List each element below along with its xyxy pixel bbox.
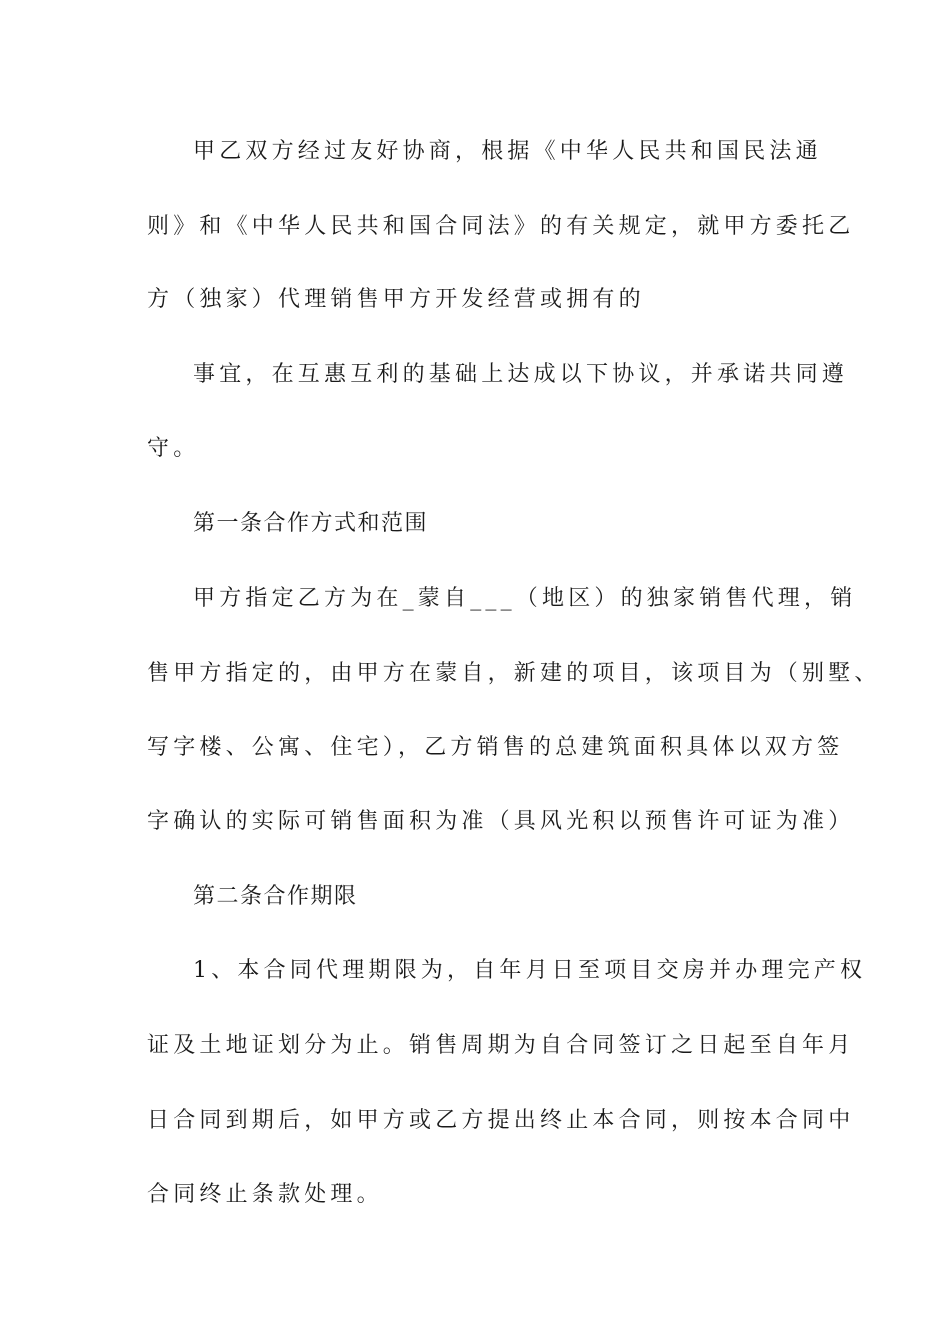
paragraph-agreement-line-1: 事宜，在互惠互利的基础上达成以下协议，并承诺共同遵 (193, 362, 849, 387)
paragraph-intro-line-1: 甲乙双方经过友好协商，根据《中华人民共和国民法通 (193, 139, 822, 164)
paragraph-agreement-line-2: 守。 (147, 436, 200, 461)
section-heading-cooperation: 第一条合作方式和范围 (193, 511, 429, 536)
section-heading-term: 第二条合作期限 (193, 884, 358, 909)
paragraph-scope-line-2: 售甲方指定的，由甲方在蒙自，新建的项目，该项目为（别墅、 (147, 661, 881, 686)
paragraph-scope-line-4: 字确认的实际可销售面积为准（具风光积以预售许可证为准） (147, 809, 855, 834)
paragraph-scope-line-1: 甲方指定乙方为在_蒙自___（地区）的独家销售代理，销 (193, 586, 857, 611)
paragraph-intro-line-2: 则》和《中华人民共和国合同法》的有关规定，就甲方委托乙 (147, 214, 855, 239)
paragraph-scope-line-3: 写字楼、公寓、住宅），乙方销售的总建筑面积具体以双方签 (147, 735, 844, 760)
paragraph-term-line-3: 日合同到期后，如甲方或乙方提出终止本合同，则按本合同中 (147, 1108, 855, 1133)
paragraph-term-line-2: 证及土地证划分为止。销售周期为自合同签订之日起至自年月 (147, 1033, 855, 1058)
paragraph-term-line-4: 合同终止条款处理。 (147, 1182, 383, 1207)
paragraph-term-line-1: 1、本合同代理期限为，自年月日至项目交房并办理完产权 (193, 958, 867, 983)
paragraph-intro-line-3: 方（独家）代理销售甲方开发经营或拥有的 (147, 287, 645, 312)
